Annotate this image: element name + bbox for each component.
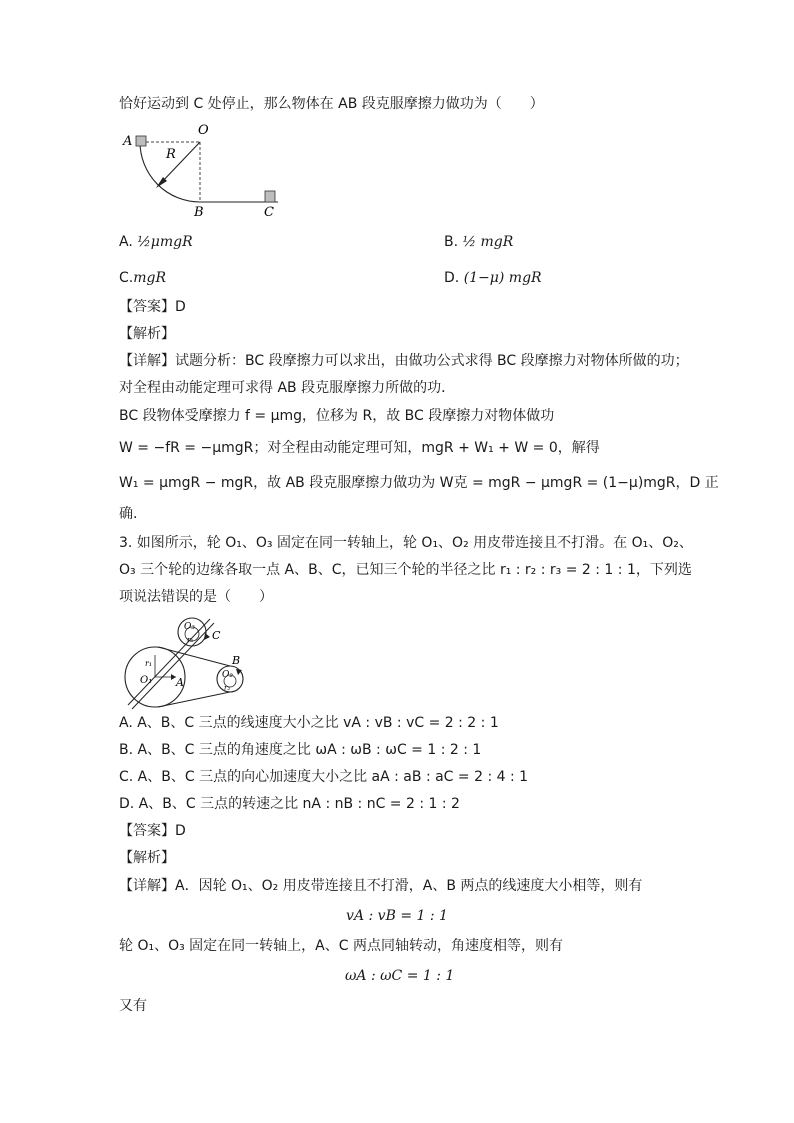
q3-answer: 【答案】D bbox=[119, 823, 186, 839]
q2-intro: 恰好运动到 C 处停止，那么物体在 AB 段克服摩擦力做功为（ ） bbox=[119, 96, 544, 112]
label-C: C bbox=[264, 205, 274, 220]
label-O3: O₃ bbox=[184, 622, 195, 632]
option-letter: B. bbox=[444, 234, 459, 250]
q3-analysis-heading: 【解析】 bbox=[119, 850, 175, 866]
q3-pulley-figure bbox=[118, 615, 258, 710]
q3-equation: ωA : ωC = 1 : 1 bbox=[345, 968, 455, 984]
q2-option-c bbox=[119, 268, 166, 288]
q2-option-b bbox=[444, 232, 513, 252]
label-r2: r₂ bbox=[224, 684, 231, 692]
q3-stem-line: 项说法错误的是（ ） bbox=[119, 589, 273, 605]
q3-option-b: B. A、B、C 三点的角速度之比 ωA : ωB : ωC = 1 : 2 : 1 bbox=[119, 742, 482, 758]
q3-detail-line: 轮 O₁、O₃ 固定在同一转轴上，A、C 两点同轴转动，角速度相等，则有 bbox=[119, 938, 563, 954]
q3-detail-line: 【详解】A．因轮 O₁、O₂ 用皮带连接且不打滑，A、B 两点的线速度大小相等，则有 bbox=[119, 878, 643, 894]
q2-detail-line: W₁ = μmgR − mgR，故 AB 段克服摩擦力做功为 W克 = mgR − μmgR = (1−μ)mgR，D 正 bbox=[119, 475, 719, 491]
option-text: ½ mgR bbox=[462, 234, 514, 250]
label-A: A bbox=[176, 676, 184, 689]
q3-detail-line: 又有 bbox=[119, 998, 147, 1014]
q2-analysis-heading: 【解析】 bbox=[119, 326, 175, 342]
q2-detail-line: BC 段物体受摩擦力 f = μmg，位移为 R，故 BC 段摩擦力对物体做功 bbox=[119, 408, 555, 424]
option-letter: D. bbox=[444, 270, 460, 286]
q2-answer: 【答案】D bbox=[119, 299, 186, 315]
q3-equation: vA : vB = 1 : 1 bbox=[346, 908, 448, 924]
option-letter: C. bbox=[119, 270, 134, 286]
label-O1: O₁ bbox=[140, 675, 153, 686]
q2-option-d bbox=[444, 268, 542, 288]
option-text: mgR bbox=[133, 270, 167, 286]
label-A: A bbox=[123, 134, 133, 149]
option-letter: A. bbox=[119, 234, 133, 250]
label-r1: r₁ bbox=[145, 659, 153, 668]
label-O: O bbox=[198, 123, 209, 138]
label-O2: O₂ bbox=[222, 670, 233, 680]
label-R: R bbox=[166, 147, 176, 162]
label-B: B bbox=[194, 205, 204, 220]
q2-detail-line: 确. bbox=[119, 506, 138, 522]
q2-figure bbox=[118, 120, 283, 220]
q2-detail-line: 【详解】试题分析：BC 段摩擦力可以求出，由做功公式求得 BC 段摩擦力对物体所做的功； bbox=[119, 353, 689, 369]
q2-option-a bbox=[119, 232, 193, 252]
label-B: B bbox=[232, 654, 241, 667]
option-text: (1−μ) mgR bbox=[463, 270, 542, 286]
q3-option-d: D. A、B、C 三点的转速之比 nA : nB : nC = 2 : 1 : 2 bbox=[119, 796, 460, 812]
q3-stem-line: O₃ 三个轮的边缘各取一点 A、B、C，已知三个轮的半径之比 r₁ : r₂ : r₃ = 2 : 1 : 1，下列选 bbox=[119, 562, 692, 578]
q2-detail-line: 对全程由动能定理可求得 AB 段克服摩擦力所做的功． bbox=[119, 380, 456, 396]
label-C: C bbox=[212, 629, 221, 642]
q3-stem-line: 3. 如图所示，轮 O₁、O₃ 固定在同一转轴上，轮 O₁、O₂ 用皮带连接且不打滑。在 O₁、O₂、 bbox=[119, 535, 693, 551]
q3-option-a: A. A、B、C 三点的线速度大小之比 vA : vB : vC = 2 : 2 : 1 bbox=[119, 715, 499, 731]
label-r3: r₃ bbox=[187, 636, 194, 644]
option-text: ½μmgR bbox=[137, 234, 193, 250]
q3-option-c: C. A、B、C 三点的向心加速度大小之比 aA : aB : aC = 2 : 4 : 1 bbox=[119, 769, 529, 785]
q2-detail-line: W = −fR = −μmgR；对全程由动能定理可知，mgR + W₁ + W = 0，解得 bbox=[119, 440, 600, 456]
